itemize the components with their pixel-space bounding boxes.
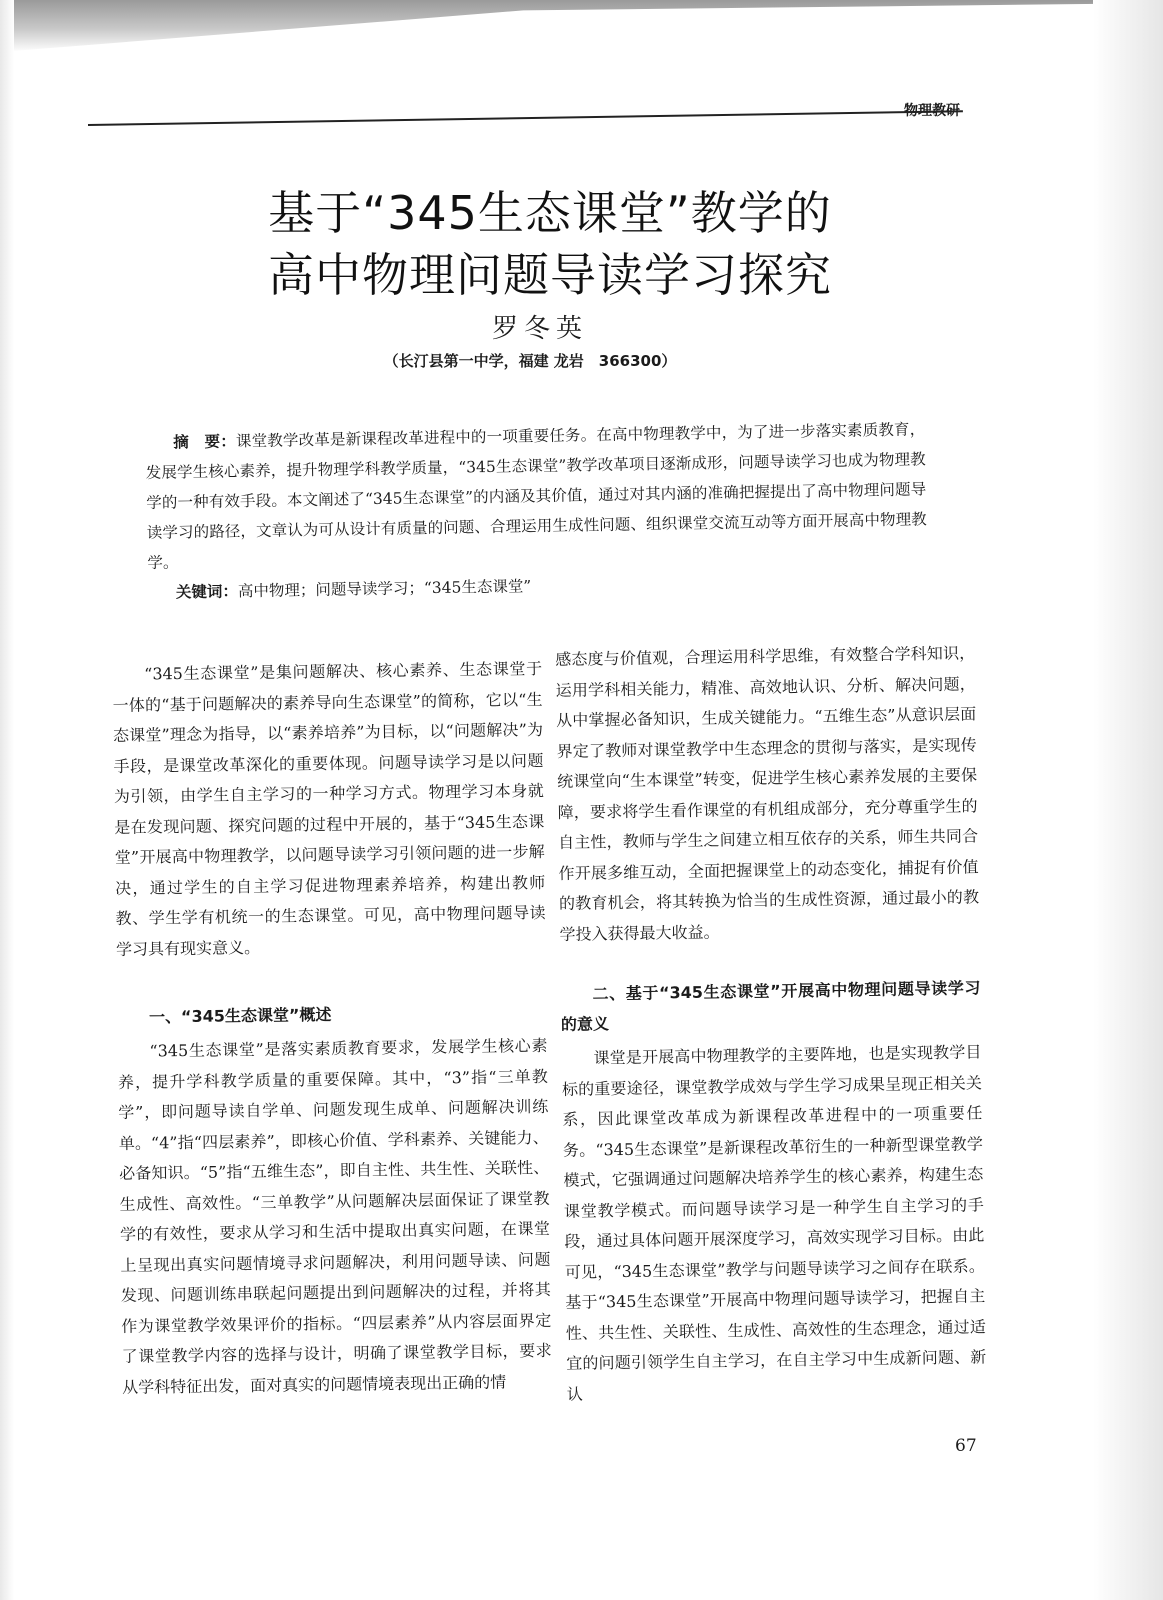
page-number: 67	[955, 1436, 977, 1456]
scan-gutter-shadow	[1093, 0, 1163, 1600]
abstract-paragraph	[145, 414, 927, 578]
section-2-paragraph: 课堂是开展高中物理教学的主要阵地，也是实现教学目标的重要途径，课堂教学成效与学生学习成果呈现正相关关系，因此课堂改革成为新课程改革进程中的一项重要任务。“345生态课堂”是新课程改革衍生的一种新型课堂教学模式，它强调通过问题解决培养学生的核心素养，构建生态课堂教学模式。而问题导读学习是一种学生自主学习的手段，通过具体问题开展深度学习，高效实现学习目标。由此可见，“345生态课堂”教学与问题导读学习之间存在联系。基于“345生态课堂”开展高中物理问题导读学习，把握自主性、共生性、关联性、生成性、高效性的生态理念，通过适宜的问题引领学生自主学习，在自主学习中生成新问题、新认	[561, 1042, 987, 1404]
section-2-heading: 二、基于“345生态课堂”开展高中物理问题导读学习的意义	[560, 978, 981, 1034]
keywords-label: 关键词：	[175, 582, 239, 602]
author-name: 罗冬英	[491, 314, 588, 344]
author-affiliation: （长汀县第一中学，福建 龙岩 366300）	[383, 352, 677, 370]
section-1-heading: 一、“345生态课堂”概述	[148, 1004, 332, 1027]
article-title	[200, 182, 900, 306]
left-column	[112, 654, 552, 1403]
abstract-block	[145, 414, 928, 608]
abstract-label: 摘 要：	[173, 432, 237, 452]
intro-paragraph: “345生态课堂”是集问题解决、核心素养、生态课堂于一体的“基于问题解决的素养导向生态课堂”的简称，它以“生态课堂”理念为指导，以“素养培养”为目标，以“问题解决”为手段，是课堂改革深化的重要体现。问题导读学习是以问题为引领，由学生自主学习的一种学习方式。物理学习本身就是在发现问题、探究问题的过程中开展的，基于“345生态课堂”开展高中物理教学，以问题导读学习引领问题的进一步解决，通过学生的自主学习促进物理素养培养，构建出教师教、学生学有机统一的生态课堂。可见，高中物理问题导读学习具有现实意义。	[112, 658, 546, 959]
continuation-paragraph: 感态度与价值观，合理运用科学思维，有效整合学科知识，运用学科相关能力，精准、高效地认识、分析、解决问题，从中掌握必备知识，生成关键能力。“五维生态”从意识层面界定了教师对课堂教学中生态理念的贯彻与落实，是实现传统课堂向“生本课堂”转变，促进学生核心素养发展的主要保障，要求将学生看作课堂的有机组成部分，充分尊重学生的自主性，教师与学生之间建立相互依存的关系，师生共同合作开展多维互动，全面把握课堂上的动态变化，捕捉有价值的教育机会，将其转换为恰当的生成性资源，通过最小的教学投入获得最大收益。	[555, 643, 980, 944]
scan-shadow	[0, 0, 1163, 52]
keywords-text: 高中物理；问题导读学习；“345生态课堂”	[237, 577, 532, 601]
right-column	[555, 638, 987, 1410]
journal-section-label: 物理教研	[904, 103, 960, 119]
abstract-text: 课堂教学改革是新课程改革进程中的一项重要任务。在高中物理教学中，为了进一步落实素质教育，发展学生核心素养，提升物理学科教学质量，“345生态课堂”教学改革项目逐渐成形，问题导读学习也成为物理教学的一种有效手段。本文阐述了“345生态课堂”的内涵及其价值，通过对其内涵的准确把握提出了高中物理问题导读学习的路径，文章认为可从设计有质量的问题、合理运用生成性问题、组织课堂交流互动等方面开展高中物理教学。	[145, 420, 927, 572]
header-rule	[88, 110, 963, 126]
title-line-1: 基于“345生态课堂”教学的	[268, 186, 832, 240]
section-1-paragraph: “345生态课堂”是落实素质教育要求，发展学生核心素养，提升学科教学质量的重要保障。其中，“3”指“三单教学”，即问题导读自学单、问题发现生成单、问题解决训练单。“4”指“四层素养”，即核心价值、学科素养、关键能力、必备知识。“5”指“五维生态”，即自主性、共生性、关联性、生成性、高效性。“三单教学”从问题解决层面保证了课堂教学的有效性，要求从学习和生活中提取出真实问题，在课堂上呈现出真实问题情境寻求问题解决，利用问题导读、问题发现、问题训练串联起问题提出到问题解决的过程，并将其作为课堂教学效果评价的指标。“四层素养”从内容层面界定了课堂教学内容的选择与设计，明确了课堂教学目标，要求从学科特征出发，面对真实的问题情境表现出正确的情	[117, 1035, 552, 1397]
scan-edge	[0, 0, 14, 1600]
title-line-2: 高中物理问题导读学习探究	[268, 248, 832, 302]
